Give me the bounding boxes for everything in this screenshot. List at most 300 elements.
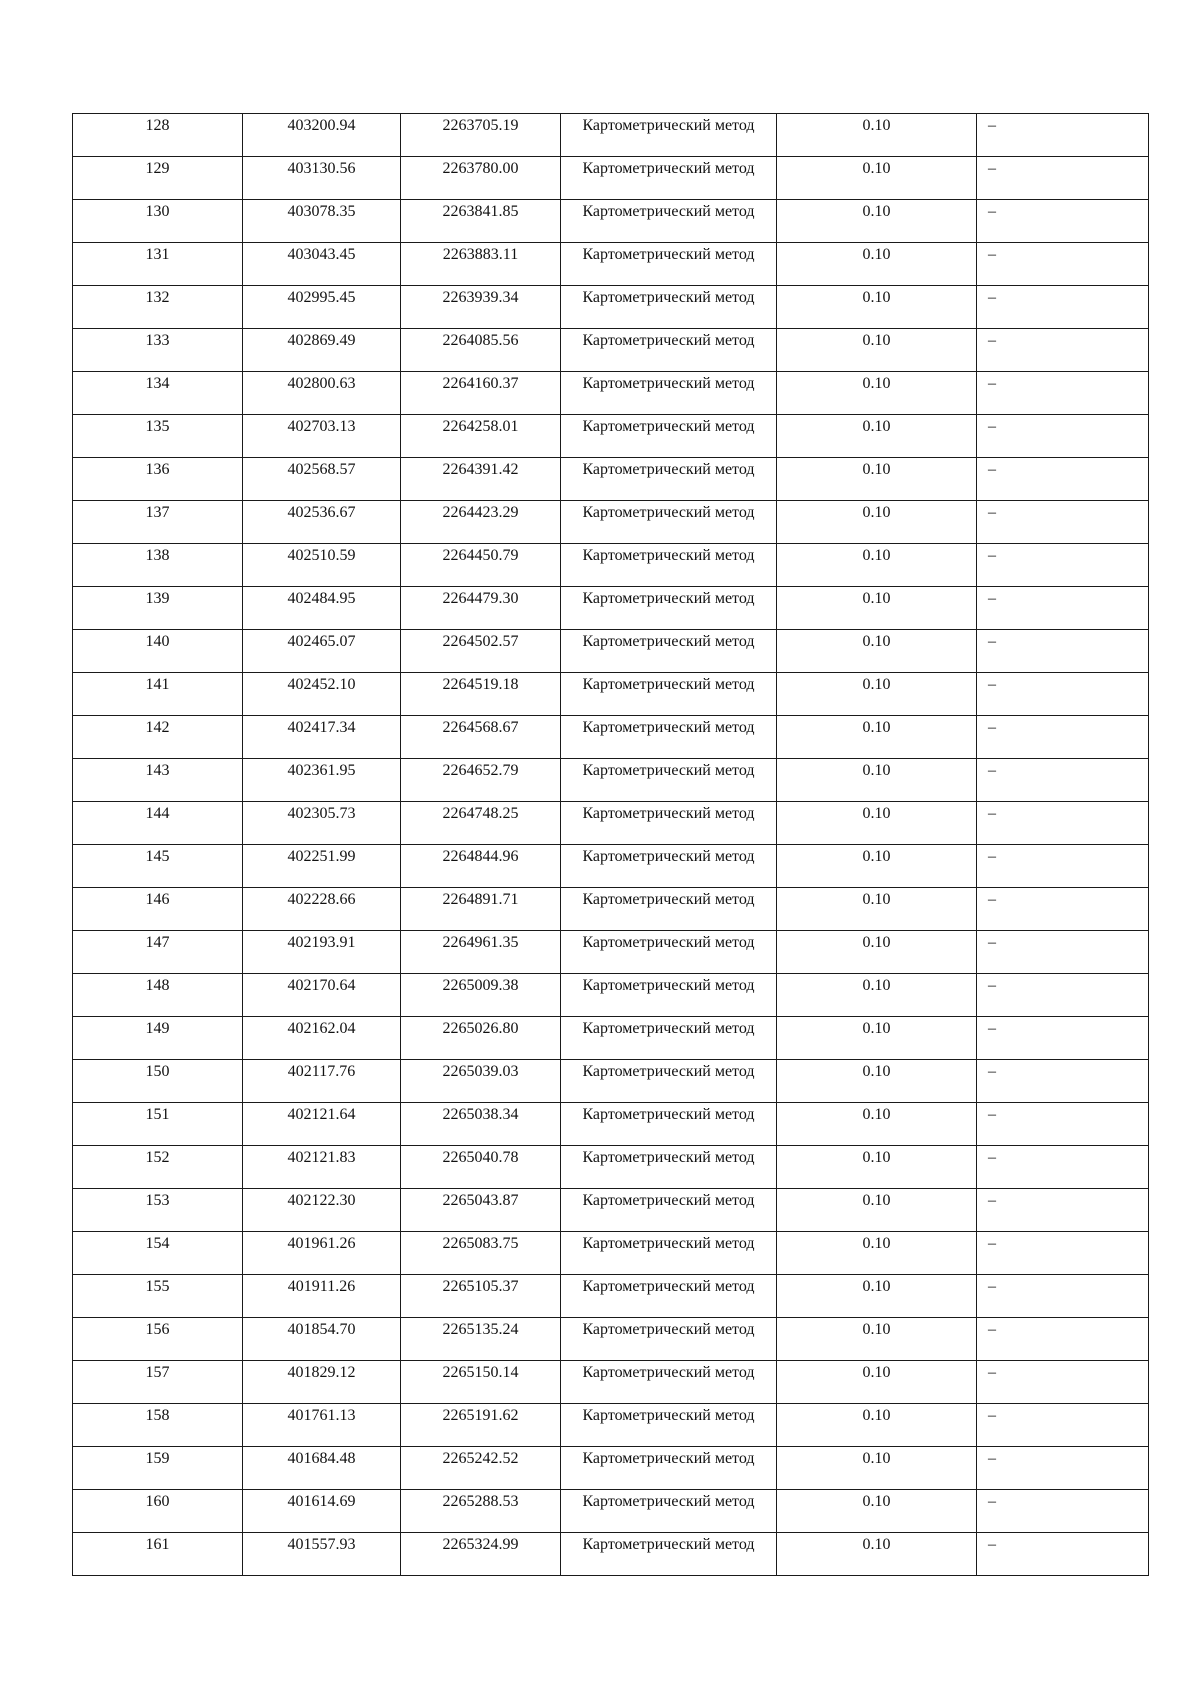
point-number-cell (73, 1404, 243, 1447)
table-row (73, 1146, 1149, 1189)
description-value: – (988, 719, 996, 736)
method-value: Картометрический метод (582, 762, 755, 779)
y-coordinate-cell (401, 630, 561, 673)
table-row (73, 243, 1149, 286)
accuracy-cell (777, 974, 977, 1017)
description-cell (977, 1275, 1149, 1318)
accuracy-cell (777, 1232, 977, 1275)
y-coordinate-value: 2265038.34 (442, 1106, 519, 1123)
accuracy-cell (777, 329, 977, 372)
point-number-value: 149 (145, 1020, 170, 1037)
method-value: Картометрический метод (582, 977, 755, 994)
description-value: – (988, 1149, 996, 1166)
coordinates-table (72, 113, 1149, 1576)
description-cell (977, 802, 1149, 845)
accuracy-value: 0.10 (862, 977, 891, 994)
point-number-value: 143 (145, 762, 170, 779)
table-row (73, 329, 1149, 372)
x-coordinate-value: 401557.93 (287, 1536, 356, 1553)
method-cell (561, 1447, 777, 1490)
method-value: Картометрический метод (582, 1536, 755, 1553)
method-value: Картометрический метод (582, 633, 755, 650)
method-cell (561, 888, 777, 931)
description-cell (977, 1017, 1149, 1060)
accuracy-value: 0.10 (862, 1450, 891, 1467)
y-coordinate-value: 2264423.29 (442, 504, 519, 521)
description-value: – (988, 332, 996, 349)
method-cell (561, 716, 777, 759)
point-number-cell (73, 845, 243, 888)
method-value: Картометрический метод (582, 934, 755, 951)
point-number-cell (73, 1232, 243, 1275)
table-row (73, 931, 1149, 974)
description-cell (977, 1533, 1149, 1576)
description-value: – (988, 1493, 996, 1510)
x-coordinate-value: 402703.13 (287, 418, 356, 435)
description-cell (977, 458, 1149, 501)
x-coordinate-cell (243, 114, 401, 157)
method-value: Картометрический метод (582, 375, 755, 392)
description-value: – (988, 762, 996, 779)
method-cell (561, 1533, 777, 1576)
accuracy-value: 0.10 (862, 1493, 891, 1510)
y-coordinate-value: 2265009.38 (442, 977, 519, 994)
description-cell (977, 673, 1149, 716)
y-coordinate-cell (401, 802, 561, 845)
point-number-cell (73, 759, 243, 802)
x-coordinate-value: 401854.70 (287, 1321, 356, 1338)
x-coordinate-value: 402122.30 (287, 1192, 356, 1209)
point-number-value: 152 (145, 1149, 170, 1166)
x-coordinate-cell (243, 931, 401, 974)
x-coordinate-cell (243, 802, 401, 845)
accuracy-value: 0.10 (862, 1364, 891, 1381)
accuracy-value: 0.10 (862, 1407, 891, 1424)
y-coordinate-value: 2264568.67 (442, 719, 519, 736)
x-coordinate-cell (243, 1103, 401, 1146)
y-coordinate-value: 2264450.79 (442, 547, 519, 564)
description-cell (977, 1103, 1149, 1146)
point-number-cell (73, 1146, 243, 1189)
description-value: – (988, 1278, 996, 1295)
y-coordinate-cell (401, 157, 561, 200)
description-value: – (988, 1192, 996, 1209)
point-number-value: 155 (145, 1278, 170, 1295)
y-coordinate-value: 2264258.01 (442, 418, 519, 435)
accuracy-cell (777, 673, 977, 716)
description-value: – (988, 848, 996, 865)
description-value: – (988, 977, 996, 994)
point-number-cell (73, 1189, 243, 1232)
y-coordinate-value: 2265191.62 (442, 1407, 519, 1424)
point-number-value: 132 (145, 289, 170, 306)
method-value: Картометрический метод (582, 1063, 755, 1080)
description-value: – (988, 934, 996, 951)
method-value: Картометрический метод (582, 1235, 755, 1252)
x-coordinate-cell (243, 1189, 401, 1232)
table-row (73, 415, 1149, 458)
method-value: Картометрический метод (582, 848, 755, 865)
y-coordinate-cell (401, 673, 561, 716)
point-number-value: 151 (145, 1106, 170, 1123)
x-coordinate-cell (243, 1318, 401, 1361)
method-value: Картометрический метод (582, 676, 755, 693)
x-coordinate-value: 402465.07 (287, 633, 356, 650)
x-coordinate-value: 402995.45 (287, 289, 356, 306)
accuracy-value: 0.10 (862, 289, 891, 306)
x-coordinate-value: 402117.76 (287, 1063, 356, 1080)
method-value: Картометрический метод (582, 1493, 755, 1510)
method-value: Картометрический метод (582, 1020, 755, 1037)
x-coordinate-value: 401761.13 (287, 1407, 356, 1424)
description-cell (977, 372, 1149, 415)
point-number-value: 158 (145, 1407, 170, 1424)
point-number-cell (73, 1490, 243, 1533)
point-number-cell (73, 501, 243, 544)
x-coordinate-value: 402484.95 (287, 590, 356, 607)
method-cell (561, 1275, 777, 1318)
x-coordinate-cell (243, 1060, 401, 1103)
point-number-value: 136 (145, 461, 170, 478)
x-coordinate-cell (243, 200, 401, 243)
method-cell (561, 1017, 777, 1060)
point-number-value: 142 (145, 719, 170, 736)
x-coordinate-value: 401961.26 (287, 1235, 356, 1252)
x-coordinate-value: 401829.12 (287, 1364, 356, 1381)
x-coordinate-cell (243, 458, 401, 501)
y-coordinate-cell (401, 716, 561, 759)
accuracy-value: 0.10 (862, 848, 891, 865)
y-coordinate-cell (401, 1490, 561, 1533)
method-cell (561, 157, 777, 200)
point-number-cell (73, 587, 243, 630)
description-cell (977, 157, 1149, 200)
accuracy-value: 0.10 (862, 375, 891, 392)
x-coordinate-value: 402452.10 (287, 676, 356, 693)
point-number-value: 148 (145, 977, 170, 994)
table-row (73, 802, 1149, 845)
method-cell (561, 974, 777, 1017)
y-coordinate-cell (401, 931, 561, 974)
description-value: – (988, 547, 996, 564)
point-number-cell (73, 372, 243, 415)
description-cell (977, 931, 1149, 974)
table-row (73, 501, 1149, 544)
x-coordinate-value: 401614.69 (287, 1493, 356, 1510)
description-value: – (988, 246, 996, 263)
y-coordinate-value: 2265043.87 (442, 1192, 519, 1209)
point-number-value: 135 (145, 418, 170, 435)
method-value: Картометрический метод (582, 160, 755, 177)
description-cell (977, 544, 1149, 587)
point-number-value: 144 (145, 805, 170, 822)
y-coordinate-value: 2263780.00 (442, 160, 519, 177)
x-coordinate-cell (243, 243, 401, 286)
accuracy-value: 0.10 (862, 1321, 891, 1338)
accuracy-cell (777, 1189, 977, 1232)
y-coordinate-value: 2265288.53 (442, 1493, 519, 1510)
method-value: Картометрический метод (582, 1149, 755, 1166)
x-coordinate-cell (243, 1232, 401, 1275)
accuracy-value: 0.10 (862, 891, 891, 908)
description-value: – (988, 805, 996, 822)
description-value: – (988, 1450, 996, 1467)
x-coordinate-value: 402251.99 (287, 848, 356, 865)
point-number-cell (73, 630, 243, 673)
description-cell (977, 845, 1149, 888)
accuracy-value: 0.10 (862, 461, 891, 478)
point-number-value: 141 (145, 676, 170, 693)
y-coordinate-value: 2264391.42 (442, 461, 519, 478)
accuracy-cell (777, 716, 977, 759)
point-number-value: 147 (145, 934, 170, 951)
table-row (73, 1275, 1149, 1318)
accuracy-cell (777, 1060, 977, 1103)
description-cell (977, 716, 1149, 759)
table-row (73, 1060, 1149, 1103)
description-value: – (988, 1106, 996, 1123)
y-coordinate-cell (401, 888, 561, 931)
point-number-cell (73, 1361, 243, 1404)
y-coordinate-cell (401, 1232, 561, 1275)
x-coordinate-cell (243, 372, 401, 415)
table-row (73, 759, 1149, 802)
y-coordinate-cell (401, 759, 561, 802)
point-number-value: 133 (145, 332, 170, 349)
description-cell (977, 286, 1149, 329)
description-cell (977, 1404, 1149, 1447)
y-coordinate-value: 2264160.37 (442, 375, 519, 392)
accuracy-value: 0.10 (862, 633, 891, 650)
accuracy-cell (777, 1146, 977, 1189)
x-coordinate-value: 402361.95 (287, 762, 356, 779)
point-number-value: 128 (145, 117, 170, 134)
table-row (73, 587, 1149, 630)
y-coordinate-value: 2265040.78 (442, 1149, 519, 1166)
accuracy-value: 0.10 (862, 203, 891, 220)
x-coordinate-cell (243, 1490, 401, 1533)
method-value: Картометрический метод (582, 547, 755, 564)
y-coordinate-value: 2264748.25 (442, 805, 519, 822)
point-number-value: 146 (145, 891, 170, 908)
accuracy-value: 0.10 (862, 590, 891, 607)
point-number-cell (73, 802, 243, 845)
accuracy-value: 0.10 (862, 117, 891, 134)
table-row (73, 1103, 1149, 1146)
method-value: Картометрический метод (582, 1450, 755, 1467)
table-row (73, 200, 1149, 243)
accuracy-cell (777, 759, 977, 802)
x-coordinate-cell (243, 673, 401, 716)
method-cell (561, 1146, 777, 1189)
y-coordinate-cell (401, 1533, 561, 1576)
description-value: – (988, 289, 996, 306)
table-row (73, 1361, 1149, 1404)
method-cell (561, 286, 777, 329)
point-number-cell (73, 931, 243, 974)
accuracy-value: 0.10 (862, 762, 891, 779)
description-value: – (988, 676, 996, 693)
point-number-cell (73, 1060, 243, 1103)
description-cell (977, 1189, 1149, 1232)
y-coordinate-cell (401, 1103, 561, 1146)
y-coordinate-value: 2264085.56 (442, 332, 519, 349)
description-cell (977, 888, 1149, 931)
accuracy-cell (777, 1103, 977, 1146)
x-coordinate-cell (243, 1404, 401, 1447)
table-row (73, 974, 1149, 1017)
point-number-cell (73, 1103, 243, 1146)
accuracy-cell (777, 458, 977, 501)
accuracy-cell (777, 501, 977, 544)
accuracy-cell (777, 1533, 977, 1576)
table-row (73, 286, 1149, 329)
method-value: Картометрический метод (582, 805, 755, 822)
point-number-cell (73, 329, 243, 372)
y-coordinate-cell (401, 1275, 561, 1318)
point-number-cell (73, 114, 243, 157)
point-number-cell (73, 716, 243, 759)
description-value: – (988, 633, 996, 650)
x-coordinate-value: 402228.66 (287, 891, 356, 908)
method-value: Картометрический метод (582, 719, 755, 736)
point-number-value: 139 (145, 590, 170, 607)
x-coordinate-cell (243, 1146, 401, 1189)
x-coordinate-value: 403130.56 (287, 160, 356, 177)
y-coordinate-value: 2264652.79 (442, 762, 519, 779)
table-row (73, 1232, 1149, 1275)
method-cell (561, 544, 777, 587)
point-number-value: 157 (145, 1364, 170, 1381)
x-coordinate-cell (243, 845, 401, 888)
description-value: – (988, 1020, 996, 1037)
description-cell (977, 415, 1149, 458)
method-cell (561, 1103, 777, 1146)
method-value: Картометрический метод (582, 504, 755, 521)
y-coordinate-cell (401, 458, 561, 501)
accuracy-cell (777, 845, 977, 888)
y-coordinate-value: 2264844.96 (442, 848, 519, 865)
method-value: Картометрический метод (582, 289, 755, 306)
x-coordinate-cell (243, 544, 401, 587)
accuracy-value: 0.10 (862, 1278, 891, 1295)
accuracy-cell (777, 931, 977, 974)
x-coordinate-cell (243, 1017, 401, 1060)
description-cell (977, 587, 1149, 630)
accuracy-value: 0.10 (862, 1063, 891, 1080)
x-coordinate-value: 402170.64 (287, 977, 356, 994)
table-row (73, 157, 1149, 200)
description-value: – (988, 160, 996, 177)
point-number-value: 159 (145, 1450, 170, 1467)
description-value: – (988, 1063, 996, 1080)
method-value: Картометрический метод (582, 1106, 755, 1123)
method-cell (561, 415, 777, 458)
x-coordinate-cell (243, 1275, 401, 1318)
description-cell (977, 501, 1149, 544)
accuracy-value: 0.10 (862, 332, 891, 349)
x-coordinate-value: 402800.63 (287, 375, 356, 392)
x-coordinate-cell (243, 1361, 401, 1404)
y-coordinate-cell (401, 1146, 561, 1189)
point-number-cell (73, 1447, 243, 1490)
x-coordinate-cell (243, 888, 401, 931)
x-coordinate-cell (243, 1533, 401, 1576)
table-row (73, 372, 1149, 415)
description-cell (977, 1361, 1149, 1404)
method-cell (561, 759, 777, 802)
x-coordinate-cell (243, 759, 401, 802)
point-number-cell (73, 157, 243, 200)
x-coordinate-value: 402162.04 (287, 1020, 356, 1037)
description-cell (977, 1447, 1149, 1490)
table-row (73, 673, 1149, 716)
point-number-cell (73, 1533, 243, 1576)
point-number-value: 156 (145, 1321, 170, 1338)
table-row (73, 1318, 1149, 1361)
description-value: – (988, 1407, 996, 1424)
method-value: Картометрический метод (582, 891, 755, 908)
accuracy-cell (777, 243, 977, 286)
accuracy-cell (777, 1447, 977, 1490)
x-coordinate-cell (243, 1447, 401, 1490)
accuracy-cell (777, 1017, 977, 1060)
x-coordinate-cell (243, 415, 401, 458)
description-value: – (988, 1235, 996, 1252)
point-number-value: 137 (145, 504, 170, 521)
method-cell (561, 673, 777, 716)
y-coordinate-cell (401, 114, 561, 157)
y-coordinate-cell (401, 544, 561, 587)
y-coordinate-value: 2264502.57 (442, 633, 519, 650)
x-coordinate-cell (243, 501, 401, 544)
accuracy-value: 0.10 (862, 418, 891, 435)
method-cell (561, 1404, 777, 1447)
x-coordinate-value: 403043.45 (287, 246, 356, 263)
y-coordinate-cell (401, 845, 561, 888)
accuracy-cell (777, 1275, 977, 1318)
x-coordinate-value: 402568.57 (287, 461, 356, 478)
x-coordinate-value: 401911.26 (287, 1278, 356, 1295)
description-cell (977, 1232, 1149, 1275)
accuracy-cell (777, 1490, 977, 1533)
point-number-cell (73, 286, 243, 329)
x-coordinate-cell (243, 587, 401, 630)
y-coordinate-cell (401, 1361, 561, 1404)
table-row (73, 716, 1149, 759)
description-value: – (988, 461, 996, 478)
table-row (73, 888, 1149, 931)
point-number-value: 145 (145, 848, 170, 865)
y-coordinate-cell (401, 415, 561, 458)
description-cell (977, 759, 1149, 802)
y-coordinate-value: 2263841.85 (442, 203, 519, 220)
description-cell (977, 329, 1149, 372)
method-value: Картометрический метод (582, 461, 755, 478)
method-value: Картометрический метод (582, 1364, 755, 1381)
description-value: – (988, 203, 996, 220)
method-value: Картометрический метод (582, 203, 755, 220)
accuracy-cell (777, 415, 977, 458)
x-coordinate-value: 403078.35 (287, 203, 356, 220)
accuracy-cell (777, 372, 977, 415)
point-number-value: 140 (145, 633, 170, 650)
accuracy-cell (777, 157, 977, 200)
x-coordinate-cell (243, 630, 401, 673)
table-row (73, 1404, 1149, 1447)
accuracy-value: 0.10 (862, 934, 891, 951)
description-cell (977, 200, 1149, 243)
